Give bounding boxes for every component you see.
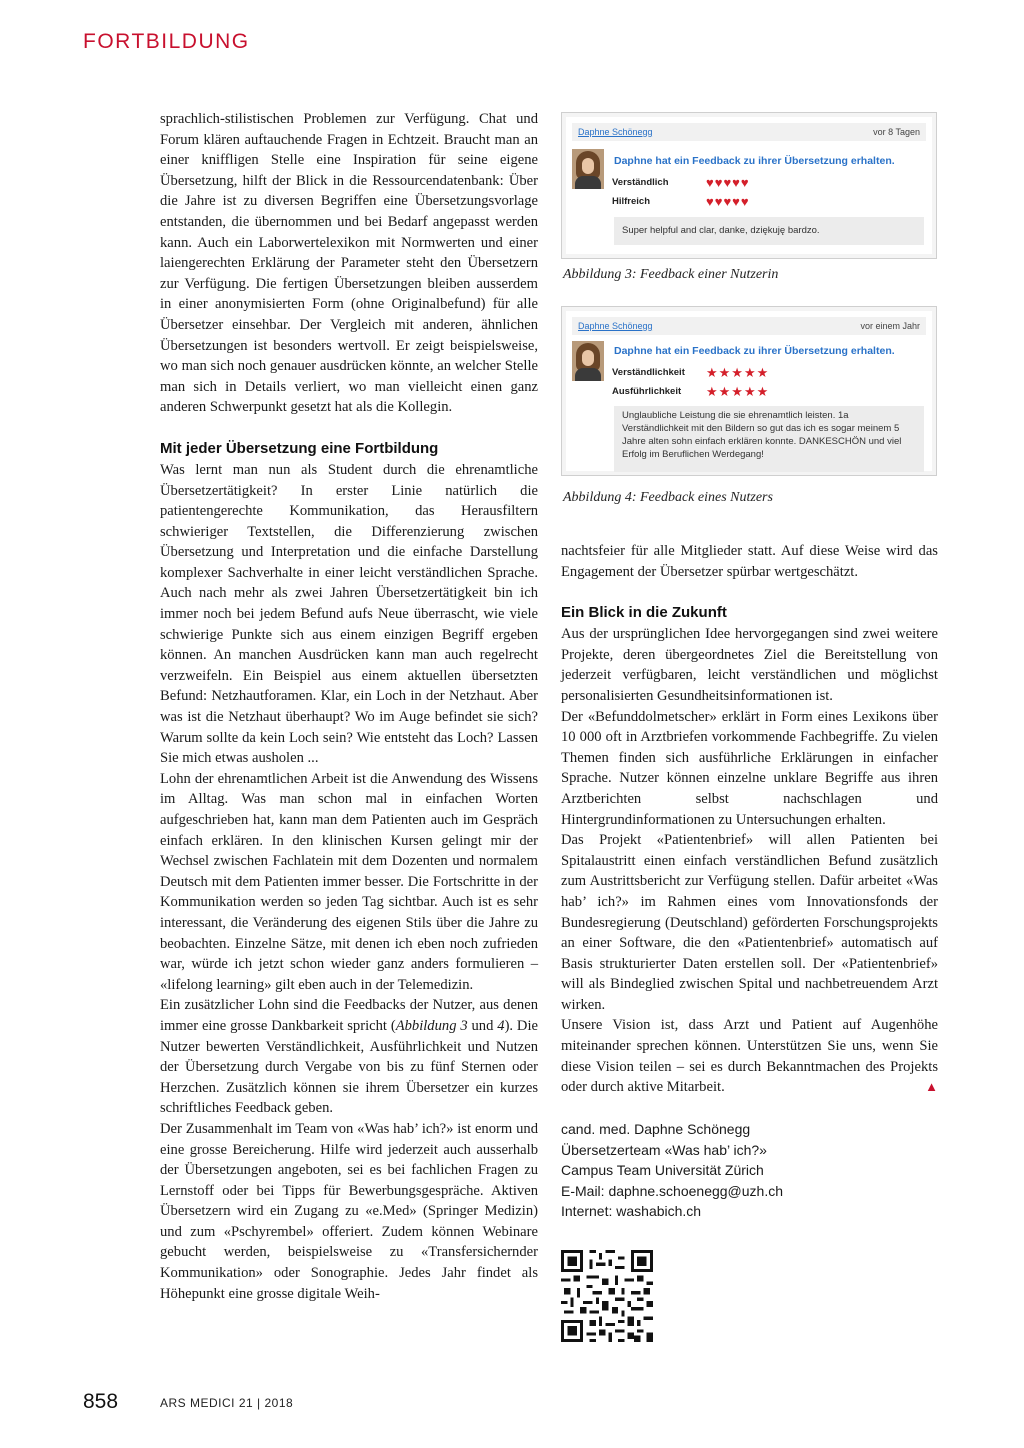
section-heading: Ein Blick in die Zukunft [561,604,727,622]
criterion-label: Hilfreich [612,196,651,207]
paragraph: Der «Befunddolmetscher» erklärt in Form eines Lexikons über 10 000 oft in Arztbriefen vorkommende Fachbegriffe. Zu vielen Themen finden sich ausführliche Erklärungen in einfacher Sprache. Nutzer können einzelne unklare Begriffe aus ihren Arztberichten selbst nachschlagen und Hintergrundinformationen zu Untersuchungen erhalten. [561,708,938,828]
text-run: Unsere Vision ist, dass Arzt und Patient auf Augenhöhe miteinander sprechen können. Unterstützen Sie uns, wenn Sie diese Vision teilen – sei es durch Bekanntmachen des Projekts oder durch aktive Mitarbeit. [561,1017,938,1096]
triangle-up-icon: ▲ [925,1079,938,1095]
paragraph: Was lernt man nun als Student durch die ehrenamtliche Übersetzertätigkeit? In erster Linie natürlich die patientengerechte Kommunikation, das Herausfiltern schwieriger Textstellen, die Differenzierung zwischen Übersetzung und Interpretation und die einfache Darstellung komplexer Sachverhalte in einer leicht verständlichen Sprache. Auch nach mehr als zwei Jahren Übersetzertätigkeit bin ich immer noch bei jedem Befund aufs Neue überrascht, wie viele schwierige Punkte sich aus einem einzigen Begriff ergeben können. An manchen Ausdrücken kann man auch regelrecht verzweifeln. Ein Beispiel aus einem aktuellen übersetzten Befund: Netzhautforamen. Klar, ein Loch in der Netzhaut. Aber was ist die Netzhaut überhaupt? Wo im Auge befindet sie sich? Warum sollte da kein Loch sein? Wie entsteht das Loch? Lassen Sie mich etwas ausholen ... [160,461,538,767]
figure-reference: 4 [497,1017,505,1034]
timestamp: vor einem Jahr [860,321,920,331]
figure-caption: Abbildung 3: Feedback einer Nutzerin [563,267,779,282]
author-contact [561,1119,783,1222]
criterion-label: Ausführlichkeit [612,386,682,397]
publication-info: ARS MEDICI 21 | 2018 [160,1396,294,1410]
figure-3-screenshot [561,112,937,259]
avatar [572,341,604,381]
author-name: cand. med. Daphne Schönegg [561,1121,751,1137]
text-run: Ein zusätzlicher Lohn sind die Feedbacks der Nutzer, aus denen immer eine grosse Dankbarkeit spricht ( [160,997,538,1034]
right-column [561,541,938,1098]
figure-caption: Abbildung 4: Feedback eines Nutzers [563,490,773,505]
left-column [160,109,538,1304]
paragraph: Lohn der ehrenamtlichen Arbeit ist die Anwendung des Wissens im Alltag. Was man schon mal in einfachen Worten aufgeschrieben hat, kann man dem Patienten auch im Gespräch einfach erklären. In den klinischen Kursen gelingt mir der Wechsel zwischen Fachlatein mit dem Dozenten und normalem Deutsch mit dem Patienten immer besser. Die Fortschritte in der Kommunikation werden so jeden Tag sichtbar. Auch ist es sehr interessant, die Veränderung des eigenen Stils über die Jahre zu beobachten. Einzelne Sätze, mit denen ich eben noch zufrieden war, würde ich jetzt schon wieder ganz anders formulieren – «lifelong learning» gilt eben auch in der Telemedizin. [160,770,538,993]
author-website[interactable]: Internet: washabich.ch [561,1203,702,1220]
page-number: 858 [83,1390,119,1413]
figure-panel [566,311,932,471]
user-link: Daphne Schönegg [578,127,653,137]
paragraph: sprachlich-stilistischen Problemen zur Verfügung. Chat und Forum klären auftauchende Fragen in Echtzeit. Braucht man an einer kniffligen Stelle eine Inspiration für seine eigene Übersetzung, hilft der Blick in die Ressourcendatenbank: Über die Jahre ist zu diversen Begriffen eine Übersetzungsvorlage entstanden, die übernommen und bei Bedarf angepasst werden kann. Auch ein Laborwertelexikon mit Normwerten und einer laiengerechten Erklärung der Parameter steht den Übersetzern zur Verfügung. Die fertigen Übersetzungen bleiben ausserdem in einer anonymisierten Form (ohne Originalbefund) für alle Übersetzer einsehbar. Der Vergleich mit anderen, ähnlichen Übersetzungen ist besonders wertvoll. Er zeigt beispielsweise, wo man sich noch genauer ausdrücken könnte, an welcher Stelle man sich in Details verliert, wo man vielleicht einen ganz anderen Schwerpunkt gesetzt hat als die Kollegin. [160,111,538,416]
author-team: Übersetzerteam «Was hab’ ich?» [561,1141,767,1158]
paragraph: nachtsfeier für alle Mitglieder statt. Auf diese Weise wird das Engagement der Übersetzer spürbar wertgeschätzt. [561,543,938,580]
figure-panel [566,117,932,254]
avatar [572,149,604,189]
section-label: FORTBILDUNG [83,30,250,53]
heart-icon: ♥♥♥♥♥ [706,175,750,190]
heart-icon: ♥♥♥♥♥ [706,194,750,209]
feedback-headline: Daphne hat ein Feedback zu ihrer Übersetzung erhalten. [614,155,895,167]
text-run: ). Die Nutzer bewerten Verständlichkeit, Ausführlichkeit und Nutzen der Übersetzung durch Vergabe von bis zu fünf Sternen oder Herzchen. Zusätzlich können sie ihrem Übersetzer ein kurzes schriftliches Feedback geben. [160,1017,538,1117]
paragraph [160,995,538,1119]
paragraph: Das Projekt «Patientenbrief» will allen Patienten bei Spitalaustritt einen einfach verständlichen Befund zusätzlich zum Austrittsbericht zur Verfügung stellen. Dafür arbeitet «Was hab’ ich?» im Rahmen eines vom Innovationsfonds der Bundesregierung (Deutschland) geförderten Forschungsprojekts an einer Software, die den «Patientenbrief» automatisch auf Basis strukturierter Daten erstellen soll. Der «Patientenbrief» will als Bindeglied zwischen Spital und nachbetreuendem Arzt wirken. [561,832,938,1013]
qr-code-icon [561,1250,653,1342]
criterion-label: Verständlich [612,177,669,188]
paragraph: Der Zusammenhalt im Team von «Was hab’ ich?» ist enorm und eine grosse Bereicherung. Hilfe wird jederzeit auch ausserhalb der Übersetzungen angeboten, sei es bei fachlichen Fragen zu Lernstoff oder bei Tipps für Bewerbungsgespräche. Aktiven Übersetzern wird ein Zugang zu «e.Med» (Springer Medizin) und zum «Pschyrembel» offeriert. Zudem können Webinare gebucht werden, beispielsweise zu «Transfersichernder Kommunikation» oder Sonographie. Jedes Jahr findet als Höhepunkt eine grosse digitale Weih- [160,1120,538,1302]
figure-reference: Abbildung 3 [395,1017,468,1034]
criterion-label: Verständlichkeit [612,367,685,378]
author-campus: Campus Team Universität Zürich [561,1162,764,1179]
section-heading: Mit jeder Übersetzung eine Fortbildung [160,439,439,457]
feedback-comment: Unglaubliche Leistung die sie ehrenamtlich leisten. 1a Verständlichkeit mit den Bildern so gut das ich es sogar meinem 5 Jahre alten sohn einfach erklären konnte. DANKESCHÖN und viel Erfolg im Beruflichen Werdegang! [614,406,924,472]
user-link: Daphne Schönegg [578,321,653,331]
author-email[interactable]: E-Mail: daphne.schoenegg@uzh.ch [561,1182,784,1199]
feedback-headline: Daphne hat ein Feedback zu ihrer Übersetzung erhalten. [614,345,895,357]
feedback-comment: Super helpful and clar, danke, dziękuję bardzo. [614,217,924,245]
text-run: und [467,1017,498,1034]
feedback-header [572,317,926,335]
star-icon: ★★★★★ [706,365,770,380]
timestamp: vor 8 Tagen [873,127,920,137]
paragraph: Aus der ursprünglichen Idee hervorgegangen sind zwei weitere Projekte, deren übergeordnetes Ziel die Bereitstellung von jederzeit verfügbaren, leicht verständlichen und möglichst personalisierten Gesundheitsinformationen ist. [561,626,938,704]
feedback-header [572,123,926,141]
figure-4-screenshot [561,306,937,476]
paragraph [561,1015,938,1097]
star-icon: ★★★★★ [706,384,770,399]
